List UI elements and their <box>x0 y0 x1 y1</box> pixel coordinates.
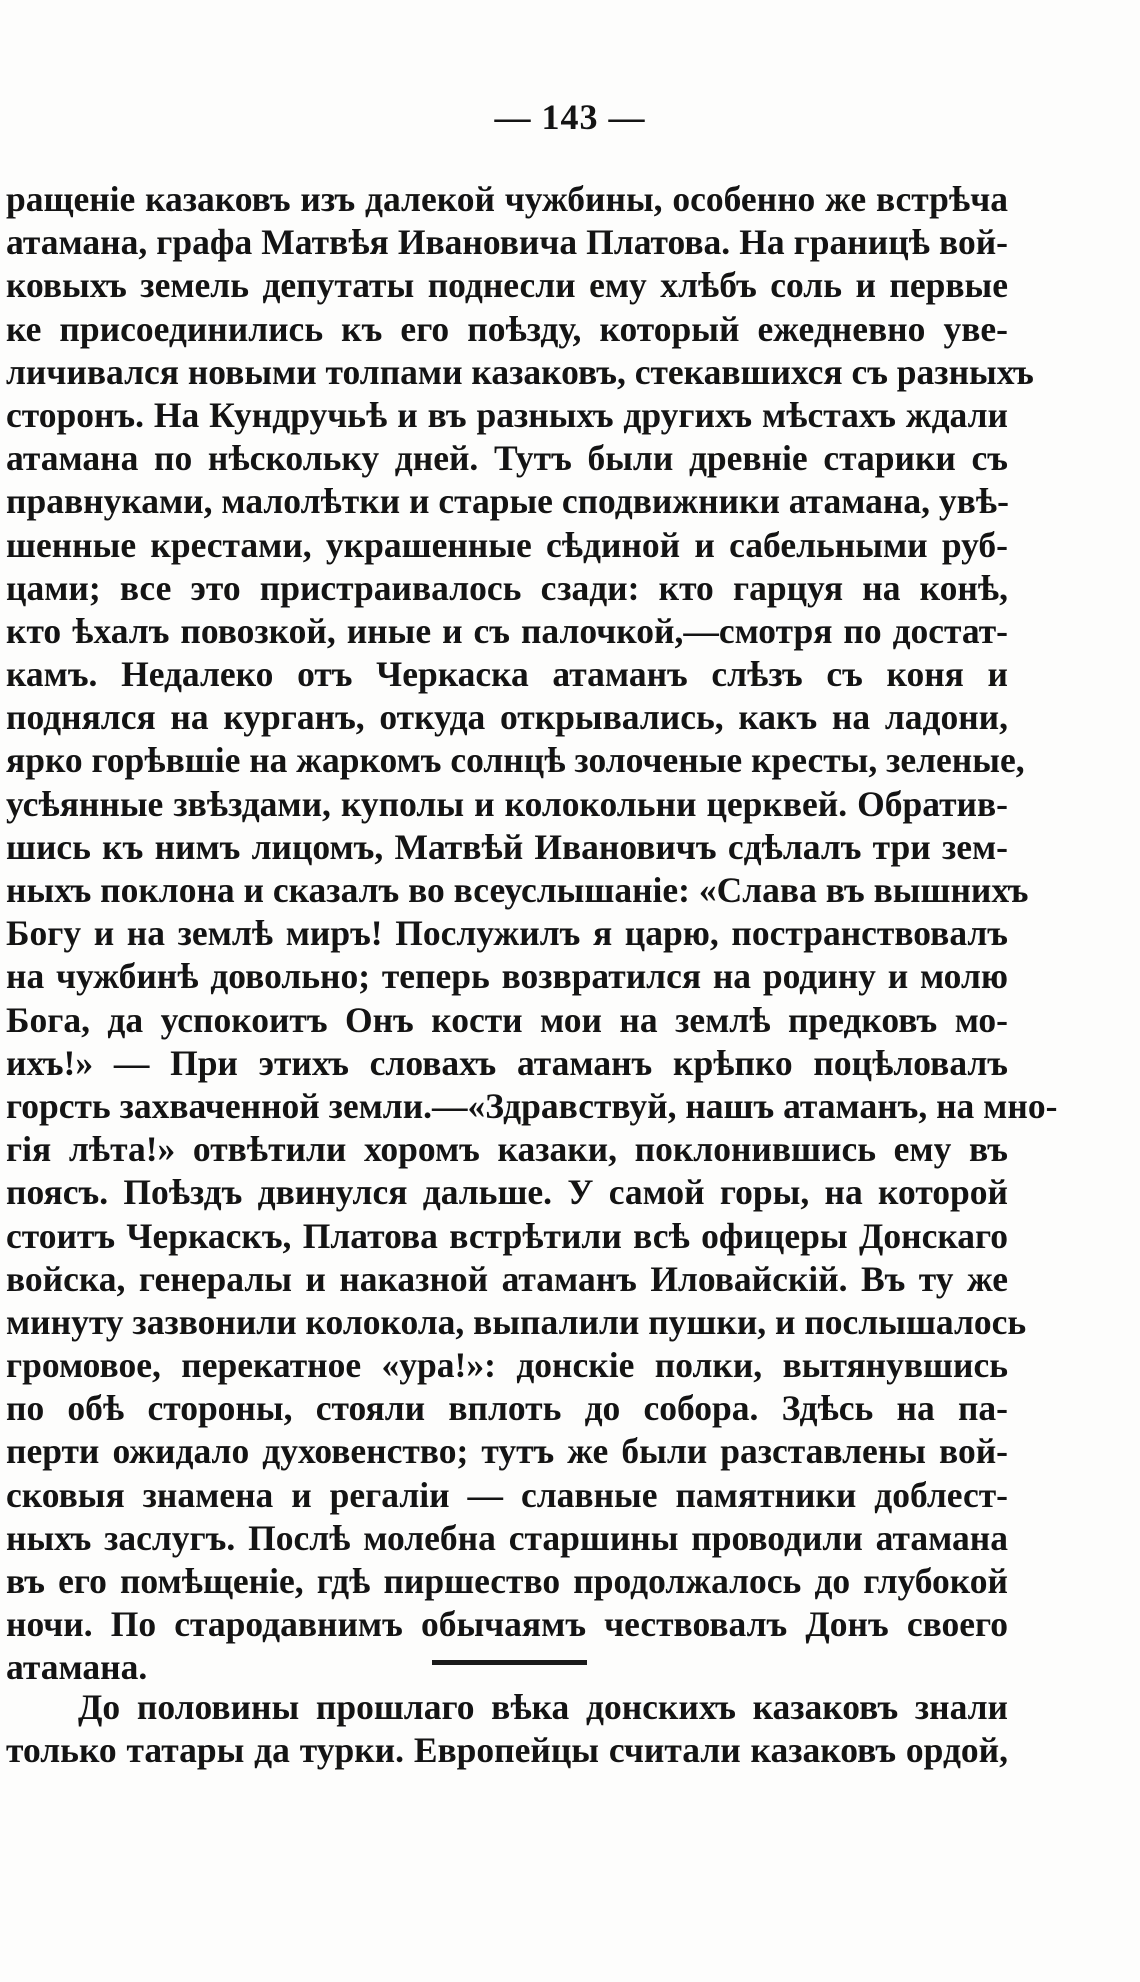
text-line: сторонъ. На Кундручьѣ и въ разныхъ другихъ мѣстахъ ждали <box>6 394 1008 435</box>
paragraph-2 <box>6 1686 1008 1772</box>
text-line: ращеніе казаковъ изъ далекой чужбины, особенно же встрѣча <box>6 179 1008 219</box>
text-line: въ его помѣщеніе, гдѣ пиршество продолжалось до глубокой <box>6 1561 1008 1601</box>
text-line: камъ. Недалеко отъ Черкаска атаманъ слѣзъ съ коня и <box>6 654 1008 695</box>
text-line: Бога, да успокоитъ Онъ кости мои на землѣ предковъ мо- <box>6 999 1008 1040</box>
paragraph-1 <box>6 178 1058 1690</box>
text-line: атамана по нѣскольку дней. Тутъ были древніе старики съ <box>6 438 1008 479</box>
text-line: ныхъ поклона и сказалъ во всеуслышаніе: «Слава въ вышнихъ <box>6 870 1029 910</box>
text-line: личивался новыми толпами казаковъ, стекавшихся съ разныхъ <box>6 351 1034 392</box>
text-line: горсть захваченной земли.—«Здравствуй, нашъ атаманъ, на мно- <box>6 1085 1058 1126</box>
text-line: на чужбинѣ довольно; теперь возвратился на родину и молю <box>6 956 1008 997</box>
text-line: поясъ. Поѣздъ двинулся дальше. У самой горы, на которой <box>6 1172 1008 1213</box>
text-line: войска, генералы и наказной атаманъ Иловайскій. Въ ту же <box>6 1258 1008 1299</box>
text-line: гія лѣта!» отвѣтили хоромъ казаки, поклонившись ему въ <box>6 1129 1008 1170</box>
text-line: Богу и на землѣ миръ! Послужилъ я царю, постранствовалъ <box>6 913 1008 954</box>
text-line: До половины прошлаго вѣка донскихъ казаковъ знали <box>78 1687 1008 1727</box>
text-line: цами; все это пристраивалось сзади: кто гарцуя на конѣ, <box>6 567 1008 608</box>
page-number: — 143 — <box>494 97 646 137</box>
text-line: поднялся на курганъ, откуда открывались, какъ на ладони, <box>6 697 1008 738</box>
text-line: ке присоединились къ его поѣзду, который ежедневно уве- <box>6 308 1008 349</box>
section-divider <box>432 1660 587 1665</box>
text-line: ковыхъ земель депутаты поднесли ему хлѣбъ соль и первые <box>6 265 1008 306</box>
text-line: ночи. По стародавнимъ обычаямъ чествовалъ Донъ своего <box>6 1604 1008 1645</box>
text-line: стоитъ Черкаскъ, Платова встрѣтили всѣ офицеры Донскаго <box>6 1215 1008 1256</box>
text-line: перти ожидало духовенство; тутъ же были разставлены вой- <box>6 1431 1008 1472</box>
text-line: атамана. <box>6 1647 148 1688</box>
text-line: кто ѣхалъ повозкой, иные и съ палочкой,—смотря по достат- <box>6 610 1008 651</box>
text-line: шенные крестами, украшенные сѣдиной и сабельными руб- <box>6 524 1008 565</box>
text-line: ихъ!» — При этихъ словахъ атаманъ крѣпко поцѣловалъ <box>6 1042 1008 1083</box>
text-line: громовое, перекатное «ура!»: донскіе полки, вытянувшись <box>6 1345 1008 1386</box>
text-line: шись къ нимъ лицомъ, Матвѣй Ивановичъ сдѣлалъ три зем- <box>6 826 1008 867</box>
text-line: правнуками, малолѣтки и старые сподвижники атамана, увѣ- <box>6 481 1009 522</box>
text-line: усѣянные звѣздами, куполы и колокольни церквей. Обратив- <box>6 783 1008 824</box>
text-line: только татары да турки. Европейцы считали казаковъ ордой, <box>6 1730 1008 1771</box>
text-line: сковыя знамена и регаліи — славные памятники доблест- <box>6 1474 1008 1515</box>
text-line: атамана, графа Матвѣя Ивановича Платова. На границѣ вой- <box>6 222 1008 263</box>
text-line: ярко горѣвшіе на жаркомъ солнцѣ золоченые кресты, зеленые, <box>6 740 1025 781</box>
text-line: по обѣ стороны, стояли вплоть до собора. Здѣсь на па- <box>6 1388 1008 1429</box>
text-line: ныхъ заслугъ. Послѣ молебна старшины проводили атамана <box>6 1517 1008 1558</box>
text-line: минуту зазвонили колокола, выпалили пушки, и послышалось <box>6 1301 1027 1342</box>
